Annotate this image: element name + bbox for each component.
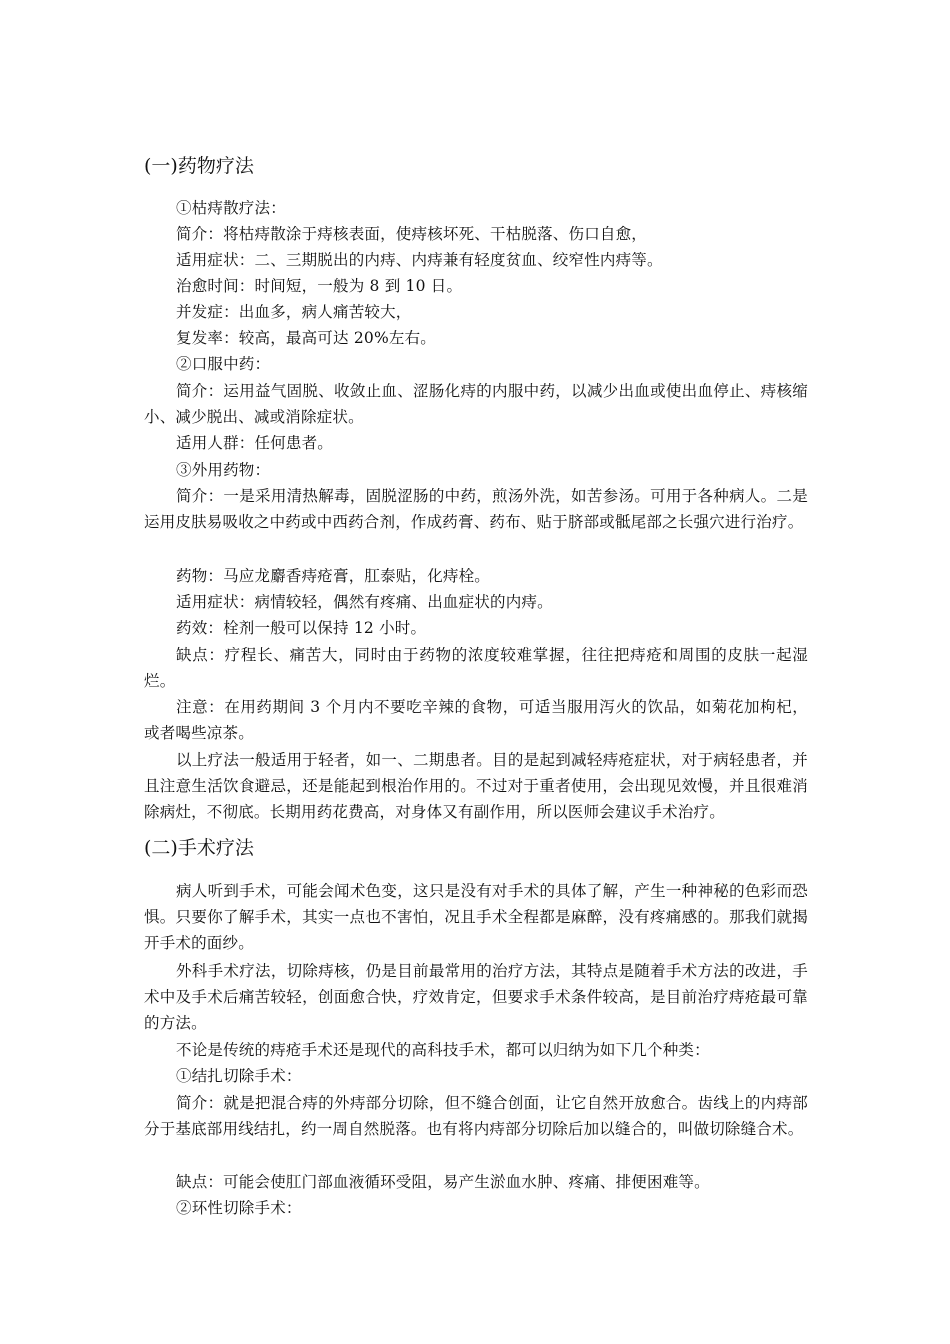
paragraph: 适用人群：任何患者。 (176, 434, 334, 452)
section-heading-surgical-therapy: (二)手术疗法 (144, 837, 254, 859)
paragraph: 缺点：疗程长、痛苦大，同时由于药物的浓度较难掌握，往往把痔疮和周围的皮肤一起湿烂。 (144, 646, 808, 691)
paragraph: 简介：运用益气固脱、收敛止血、涩肠化痔的内服中药，以减少出血或使出血停止、痔核缩小、减少脱出、减或消除症状。 (144, 382, 808, 427)
paragraph: 并发症：出血多，病人痛苦较大， (176, 303, 412, 321)
paragraph: ③外用药物： (176, 461, 271, 479)
paragraph: ①枯痔散疗法： (176, 199, 286, 217)
paragraph: ①结扎切除手术： (176, 1067, 302, 1085)
paragraph: 简介：就是把混合痔的外痔部分切除，但不缝合创面，让它自然开放愈合。齿线上的内痔部分于基底部用线结扎，约一周自然脱落。也有将内痔部分切除后加以缝合的，叫做切除缝合术。 (144, 1094, 808, 1139)
paragraph: 适用症状：病情较轻，偶然有疼痛、出血症状的内痔。 (176, 593, 553, 611)
paragraph: 以上疗法一般适用于轻者，如一、二期患者。目的是起到减轻痔疮症状，对于病轻患者，并且注意生活饮食避忌，还是能起到根治作用的。不过对于重者使用，会出现见效慢，并且很难消除病灶，不彻底。长期用药花费高，对身体又有副作用，所以医师会建议手术治疗。 (144, 751, 808, 822)
paragraph: ②口服中药： (176, 355, 271, 373)
paragraph: 适用症状：二、三期脱出的内痔、内痔兼有轻度贫血、绞窄性内痔等。 (176, 251, 663, 269)
paragraph: 简介：将枯痔散涂于痔核表面，使痔核坏死、干枯脱落、伤口自愈， (176, 225, 648, 243)
paragraph: 外科手术疗法，切除痔核，仍是目前最常用的治疗方法，其特点是随着手术方法的改进，手术中及手术后痛苦较轻，创面愈合快，疗效肯定，但要求手术条件较高，是目前治疗痔疮最可靠的方法。 (144, 962, 808, 1033)
paragraph: 注意：在用药期间 3 个月内不要吃辛辣的食物，可适当服用泻火的饮品，如菊花加枸杞，或者喝些凉茶。 (144, 698, 808, 743)
paragraph: 药效：栓剂一般可以保持 12 小时。 (176, 619, 427, 637)
paragraph: 不论是传统的痔疮手术还是现代的高科技手术，都可以归纳为如下几个种类： (176, 1041, 710, 1059)
paragraph: 缺点：可能会使肛门部血液循环受阻，易产生淤血水肿、疼痛、排便困难等。 (176, 1173, 710, 1191)
paragraph: 病人听到手术，可能会闻术色变，这只是没有对手术的具体了解，产生一种神秘的色彩而恐惧。只要你了解手术，其实一点也不害怕，况且手术全程都是麻醉，没有疼痛感的。那我们就揭开手术的面纱。 (144, 882, 808, 953)
paragraph: ②环性切除手术： (176, 1199, 302, 1217)
section-heading-drug-therapy: (一)药物疗法 (144, 155, 254, 177)
paragraph: 简介：一是采用清热解毒，固脱涩肠的中药，煎汤外洗，如苦参汤。可用于各种病人。二是运用皮肤易吸收之中药或中西药合剂，作成药膏、药布、贴于脐部或骶尾部之长强穴进行治疗。 (144, 487, 808, 532)
paragraph: 药物：马应龙麝香痔疮膏，肛泰贴，化痔栓。 (176, 567, 491, 585)
paragraph: 复发率：较高，最高可达 20%左右。 (176, 329, 436, 347)
paragraph: 治愈时间：时间短，一般为 8 到 10 日。 (176, 277, 463, 295)
